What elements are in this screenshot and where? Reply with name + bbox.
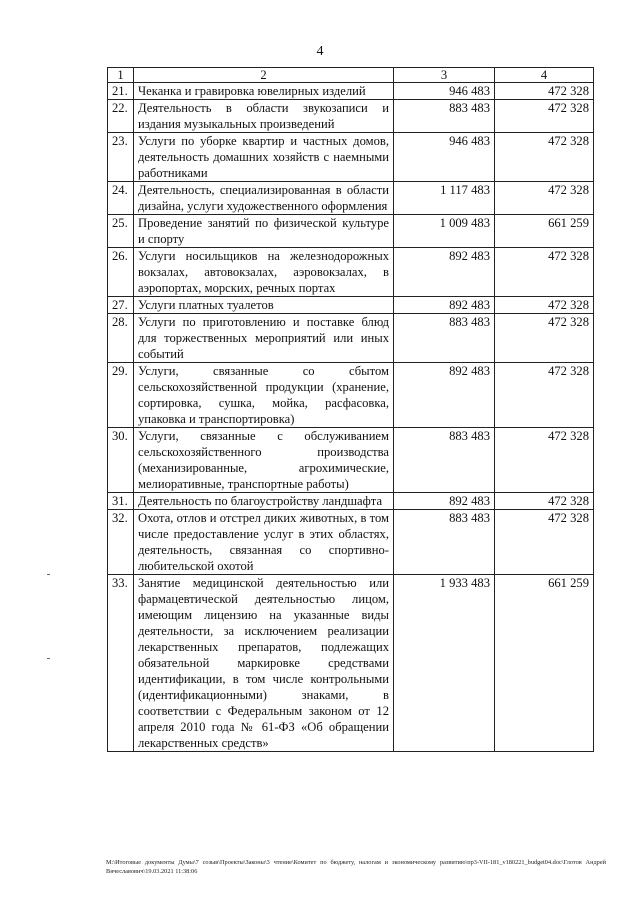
value-column-3: 1 009 483: [394, 215, 495, 248]
scan-mark: [47, 574, 50, 575]
row-number: 22.: [108, 100, 134, 133]
page-number: 4: [316, 44, 324, 59]
column-header: 1: [108, 68, 134, 83]
value-column-3: 946 483: [394, 83, 495, 100]
value-column-4: 472 328: [495, 428, 594, 493]
row-number: 29.: [108, 363, 134, 428]
value-column-4: 472 328: [495, 83, 594, 100]
table-row: [108, 248, 594, 297]
scan-mark: [47, 658, 50, 659]
value-column-4: 472 328: [495, 363, 594, 428]
value-column-4: 472 328: [495, 182, 594, 215]
column-header: 2: [134, 68, 394, 83]
activity-name: Услуги носильщиков на железнодорожных вокзалах, автовокзалах, аэровокзалах, в аэропортах, морских, речных портах: [134, 248, 394, 297]
activity-name: Услуги платных туалетов: [134, 297, 394, 314]
value-column-3: 946 483: [394, 133, 495, 182]
activity-name: Чеканка и гравировка ювелирных изделий: [134, 83, 394, 100]
value-column-4: 661 259: [495, 215, 594, 248]
rates-table: [107, 67, 594, 752]
value-column-4: 661 259: [495, 575, 594, 752]
value-column-4: 472 328: [495, 248, 594, 297]
value-column-4: 472 328: [495, 493, 594, 510]
value-column-3: 883 483: [394, 428, 495, 493]
table-row: [108, 182, 594, 215]
value-column-3: 892 483: [394, 297, 495, 314]
table-row: [108, 493, 594, 510]
row-number: 21.: [108, 83, 134, 100]
table-row: [108, 314, 594, 363]
value-column-4: 472 328: [495, 314, 594, 363]
row-number: 32.: [108, 510, 134, 575]
row-number: 28.: [108, 314, 134, 363]
row-number: 31.: [108, 493, 134, 510]
activity-name: Деятельность, специализированная в области дизайна, услуги художественного оформления: [134, 182, 394, 215]
value-column-4: 472 328: [495, 133, 594, 182]
table-row: [108, 133, 594, 182]
table-row: [108, 363, 594, 428]
value-column-3: 883 483: [394, 510, 495, 575]
row-number: 26.: [108, 248, 134, 297]
value-column-3: 1 117 483: [394, 182, 495, 215]
table-row: [108, 428, 594, 493]
activity-name: Услуги, связанные с обслуживанием сельскохозяйственного производства (механизированные, агрохимические, мелиоративные, транспортные работы): [134, 428, 394, 493]
column-header: 4: [495, 68, 594, 83]
value-column-3: 883 483: [394, 314, 495, 363]
value-column-3: 892 483: [394, 363, 495, 428]
table-row: [108, 297, 594, 314]
column-header: 3: [394, 68, 495, 83]
value-column-4: 472 328: [495, 297, 594, 314]
value-column-3: 1 933 483: [394, 575, 495, 752]
value-column-3: 892 483: [394, 493, 495, 510]
value-column-4: 472 328: [495, 510, 594, 575]
table-header-row: [108, 68, 594, 83]
value-column-4: 472 328: [495, 100, 594, 133]
value-column-3: 892 483: [394, 248, 495, 297]
row-number: 33.: [108, 575, 134, 752]
row-number: 30.: [108, 428, 134, 493]
table-row: [108, 215, 594, 248]
activity-name: Охота, отлов и отстрел диких животных, в том числе предоставление услуг в этих областях, деятельность, связанная со спортивно-любительской охотой: [134, 510, 394, 575]
activity-name: Услуги, связанные со сбытом сельскохозяйственной продукции (хранение, сортировка, сушка, мойка, расфасовка, упаковка и транспортировка): [134, 363, 394, 428]
activity-name: Занятие медицинской деятельностью или фармацевтической деятельностью лицом, имеющим лицензию на указанные виды деятельности, за исключением реализации лекарственных препаратов, подлежащих обязательной маркировке средствами идентификации, в том числе контрольными (идентификационными) знаками, в соответствии с Федеральным законом от 12 апреля 2010 года № 61-ФЗ «Об обращении лекарственных средств»: [134, 575, 394, 752]
table-row: [108, 83, 594, 100]
activity-name: Деятельность в области звукозаписи и издания музыкальных произведений: [134, 100, 394, 133]
value-column-3: 883 483: [394, 100, 495, 133]
activity-name: Проведение занятий по физической культуре и спорту: [134, 215, 394, 248]
document-path-footer: М:\Итоговые документы Думы\7 созыв\Проекты\Законы\3 чтение\Комитет по бюджету, налогам и экономическому развитию\пр3-VII-181_v180221_budget04.doc\Глотов Андрей Вячеславович\19.03.2021 11:38:06: [106, 859, 606, 875]
activity-name: Услуги по уборке квартир и частных домов, деятельность домашних хозяйств с наемными работниками: [134, 133, 394, 182]
row-number: 25.: [108, 215, 134, 248]
row-number: 27.: [108, 297, 134, 314]
activity-name: Деятельность по благоустройству ландшафта: [134, 493, 394, 510]
table-row: [108, 100, 594, 133]
row-number: 23.: [108, 133, 134, 182]
table-row: [108, 510, 594, 575]
activity-name: Услуги по приготовлению и поставке блюд для торжественных мероприятий или иных событий: [134, 314, 394, 363]
row-number: 24.: [108, 182, 134, 215]
table-row: [108, 575, 594, 752]
